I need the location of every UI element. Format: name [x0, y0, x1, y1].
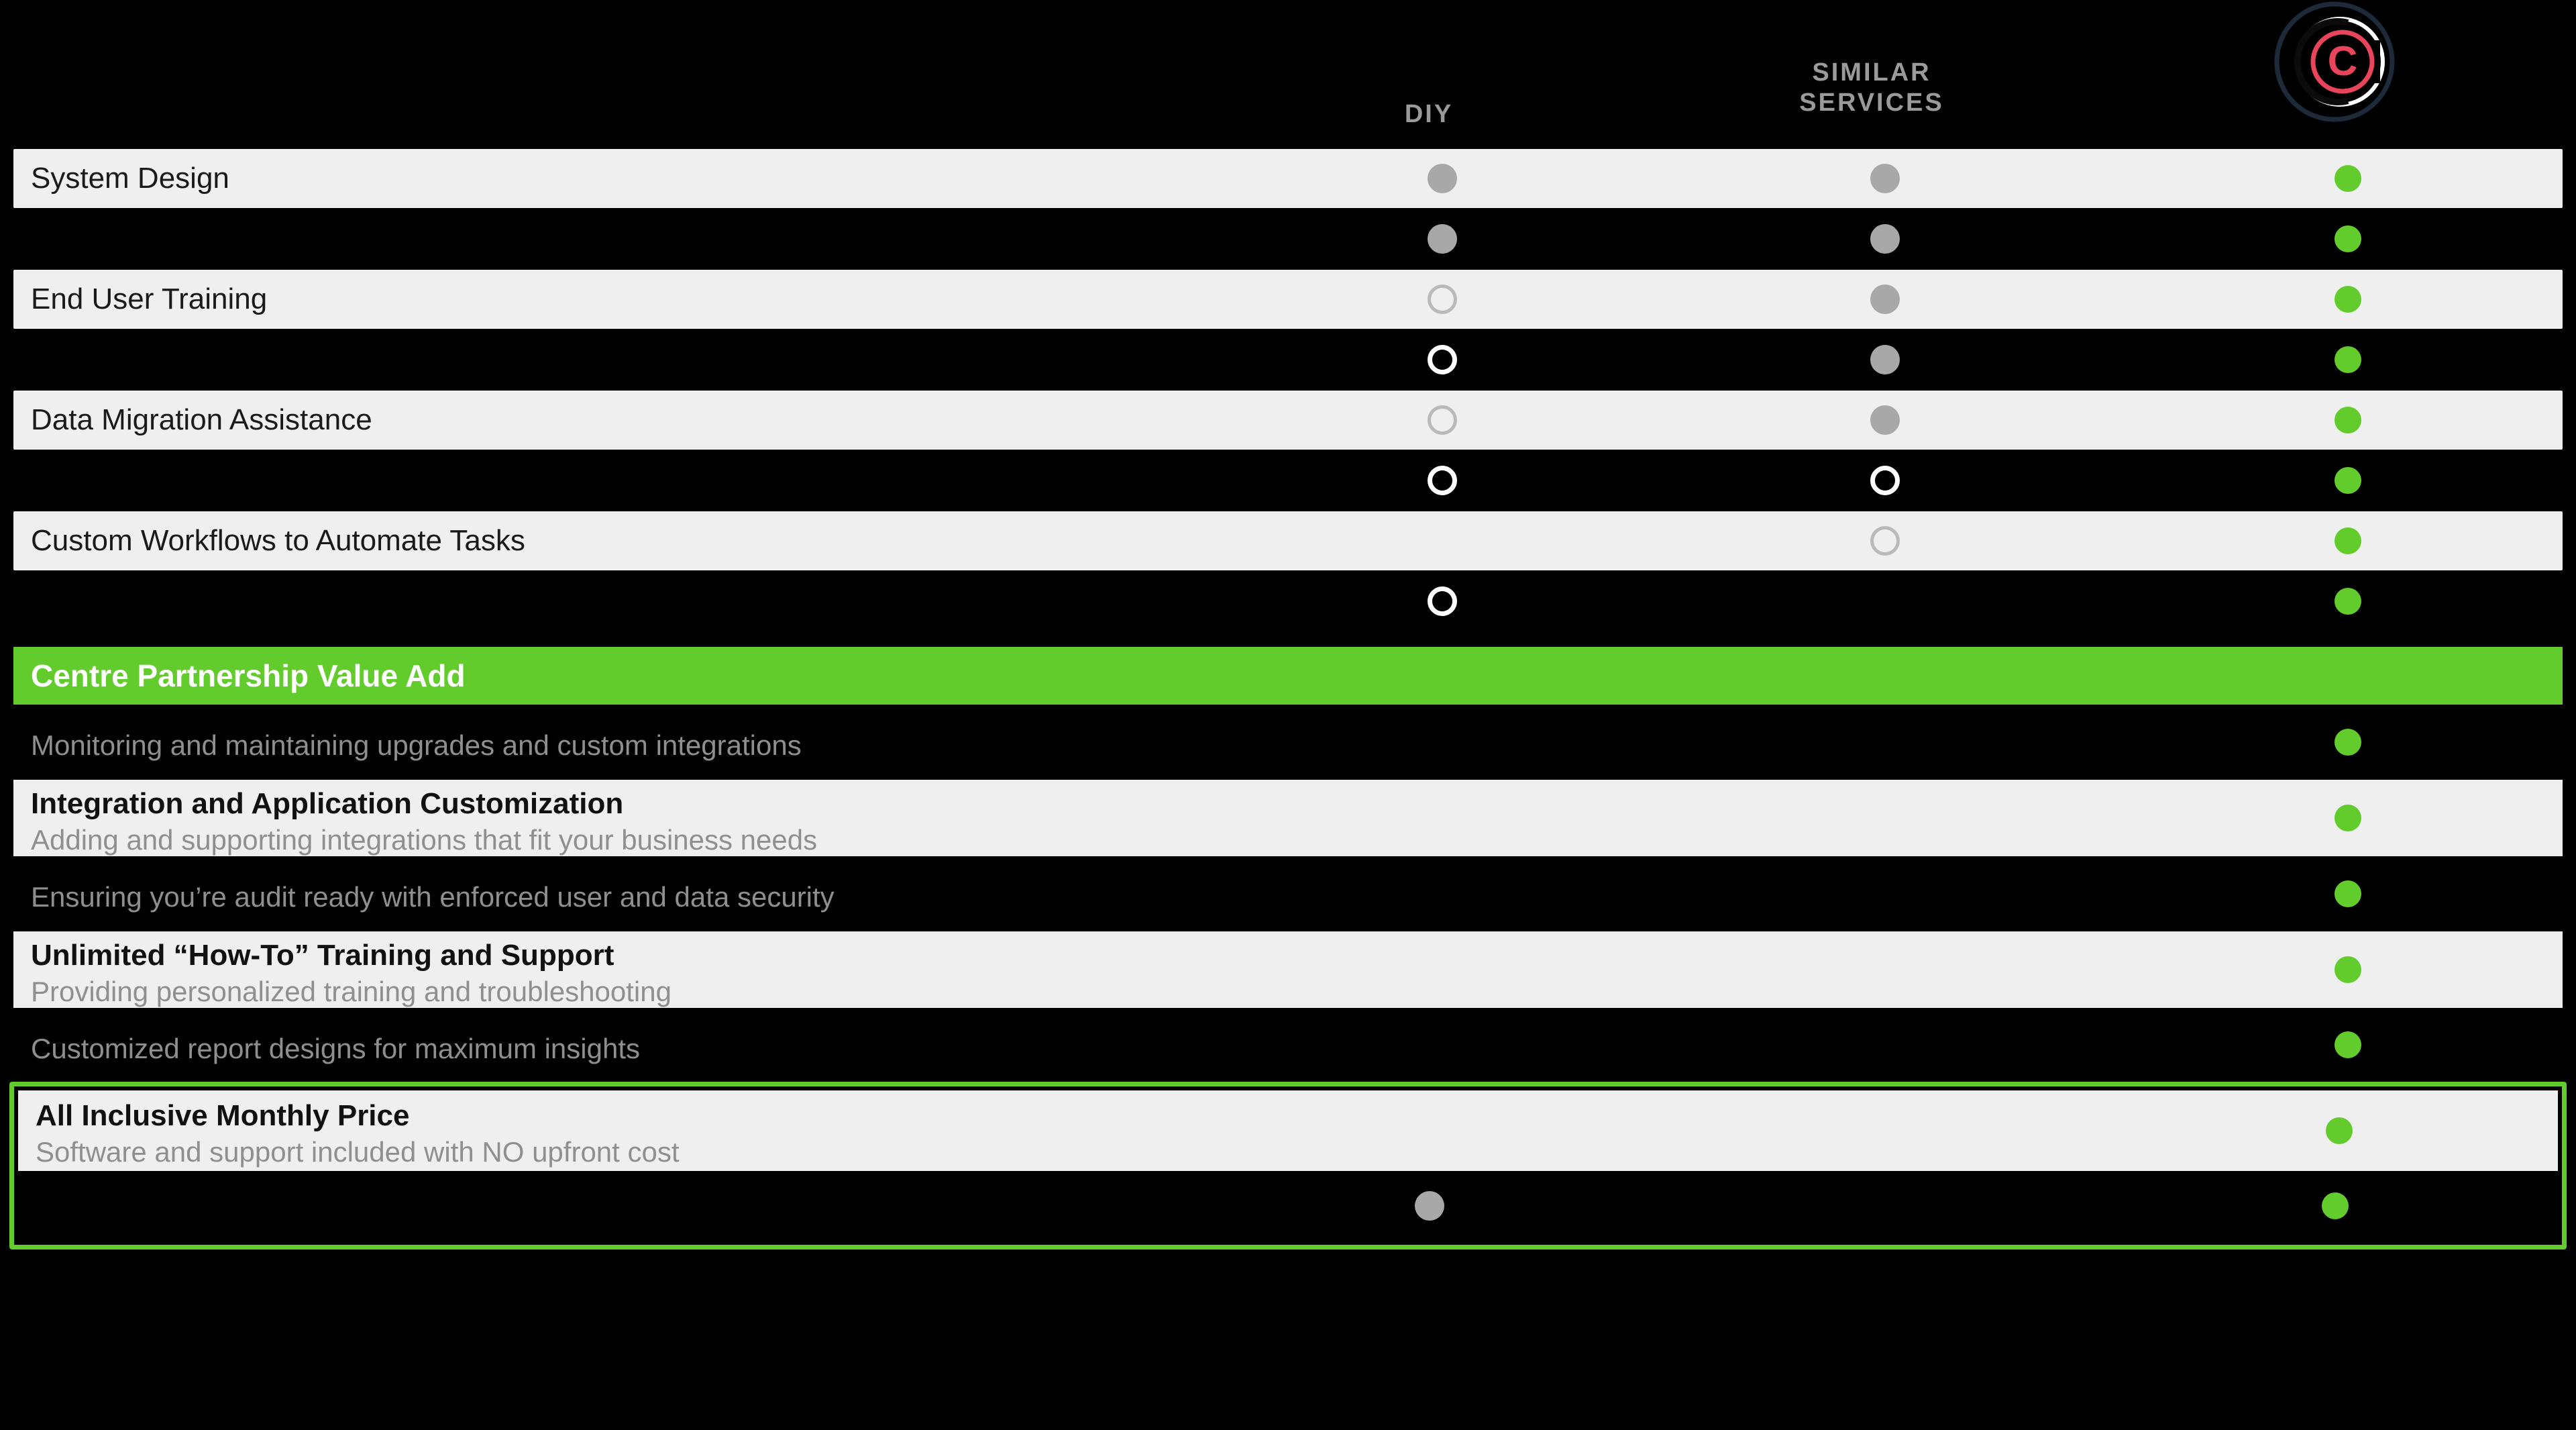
table-row — [13, 511, 2563, 570]
mark-diy — [1295, 1175, 1564, 1237]
table-row — [13, 208, 2563, 270]
price-title: All Inclusive Monthly Price — [36, 1099, 410, 1132]
column-header-similar-services: SIMILAR SERVICES — [1799, 58, 1944, 117]
value-add-subtitle: Ensuring you’re audit ready with enforced user and data security — [31, 881, 835, 913]
mark-centre — [2214, 270, 2482, 329]
table-row — [13, 149, 2563, 208]
filled-green-dot-icon — [2322, 1192, 2349, 1219]
mark-centre — [2214, 391, 2482, 450]
value-add-subtitle: Monitoring and maintaining upgrades and custom integrations — [31, 729, 802, 761]
mark-centre — [2214, 856, 2482, 931]
value-add-row — [13, 931, 2563, 1008]
table-row — [13, 450, 2563, 511]
mark-centre — [2214, 1008, 2482, 1082]
mark-similar — [1731, 391, 2039, 450]
filled-green-dot-icon — [2334, 880, 2361, 907]
mark-centre — [2214, 570, 2482, 632]
open-circle-icon — [1428, 466, 1457, 495]
value-add-title: Unlimited “How-To” Training and Support — [31, 939, 614, 972]
price-subtitle: Software and support included with NO upfront cost — [36, 1136, 680, 1168]
mark-similar — [1731, 149, 2039, 208]
mark-centre — [2205, 1090, 2473, 1171]
value-add-subtitle: Customized report designs for maximum insights — [31, 1033, 641, 1064]
row-label: Custom Workflows to Automate Tasks — [31, 523, 525, 557]
price-footer-row — [14, 1175, 2562, 1237]
filled-green-dot-icon — [2334, 286, 2361, 313]
mark-diy — [1308, 149, 1576, 208]
value-add-title: Integration and Application Customization — [31, 787, 624, 820]
mark-diy — [1308, 208, 1576, 270]
mark-centre — [2214, 450, 2482, 511]
value-add-row — [13, 780, 2563, 856]
mark-diy — [1308, 270, 1576, 329]
mark-diy — [1308, 329, 1576, 391]
mark-similar — [1731, 329, 2039, 391]
filled-green-dot-icon — [2334, 225, 2361, 252]
open-circle-icon — [1428, 586, 1457, 616]
row-label: End User Training — [31, 282, 268, 315]
mark-centre — [2214, 931, 2482, 1008]
filled-green-dot-icon — [2334, 729, 2361, 756]
table-row — [13, 270, 2563, 329]
comparison-rows — [0, 149, 2576, 632]
open-circle-icon — [1870, 466, 1900, 495]
filled-grey-dot-icon — [1870, 345, 1900, 374]
filled-green-dot-icon — [2334, 588, 2361, 615]
filled-grey-dot-icon — [1870, 405, 1900, 435]
mark-centre — [2214, 705, 2482, 780]
value-add-row — [13, 856, 2563, 931]
centre-logo-icon — [2267, 0, 2402, 127]
mark-centre — [2214, 511, 2482, 570]
filled-green-dot-icon — [2334, 956, 2361, 983]
table-row — [13, 329, 2563, 391]
value-add-rows — [0, 705, 2576, 1082]
mark-diy — [1308, 450, 1576, 511]
all-inclusive-price-box — [9, 1082, 2567, 1249]
filled-green-dot-icon — [2334, 407, 2361, 433]
mark-centre — [2214, 208, 2482, 270]
value-add-subtitle: Adding and supporting integrations that fit your business needs — [31, 824, 818, 856]
mark-centre — [2214, 780, 2482, 856]
mark-similar — [1731, 270, 2039, 329]
svg-text:C: C — [2327, 38, 2358, 85]
filled-green-dot-icon — [2334, 527, 2361, 554]
section-banner-value-add: Centre Partnership Value Add — [13, 647, 2563, 705]
value-add-row — [13, 1008, 2563, 1082]
filled-grey-dot-icon — [1870, 285, 1900, 314]
mark-diy — [1308, 391, 1576, 450]
row-label: System Design — [31, 161, 229, 195]
filled-green-dot-icon — [2334, 805, 2361, 831]
filled-green-dot-icon — [2334, 165, 2361, 192]
mark-centre — [2214, 329, 2482, 391]
open-circle-icon — [1428, 285, 1457, 314]
mark-diy — [1308, 570, 1576, 632]
filled-grey-dot-icon — [1870, 224, 1900, 254]
filled-grey-dot-icon — [1415, 1191, 1444, 1221]
price-row — [18, 1090, 2558, 1171]
mark-similar — [1731, 208, 2039, 270]
filled-green-dot-icon — [2334, 1031, 2361, 1058]
table-row — [13, 391, 2563, 450]
value-add-subtitle: Providing personalized training and troubleshooting — [31, 976, 672, 1007]
mark-similar — [1731, 450, 2039, 511]
row-label: Data Migration Assistance — [31, 403, 372, 436]
mark-centre — [2214, 149, 2482, 208]
mark-centre — [2201, 1175, 2469, 1237]
chart-header — [0, 0, 2576, 149]
filled-grey-dot-icon — [1428, 164, 1457, 193]
filled-grey-dot-icon — [1428, 224, 1457, 254]
column-header-diy: DIY — [1404, 100, 1454, 128]
filled-green-dot-icon — [2326, 1117, 2353, 1144]
open-circle-icon — [1428, 345, 1457, 374]
value-add-row — [13, 705, 2563, 780]
filled-green-dot-icon — [2334, 467, 2361, 494]
open-circle-icon — [1428, 405, 1457, 435]
open-circle-icon — [1870, 526, 1900, 556]
filled-green-dot-icon — [2334, 346, 2361, 373]
mark-similar — [1731, 511, 2039, 570]
table-row — [13, 570, 2563, 632]
filled-grey-dot-icon — [1870, 164, 1900, 193]
